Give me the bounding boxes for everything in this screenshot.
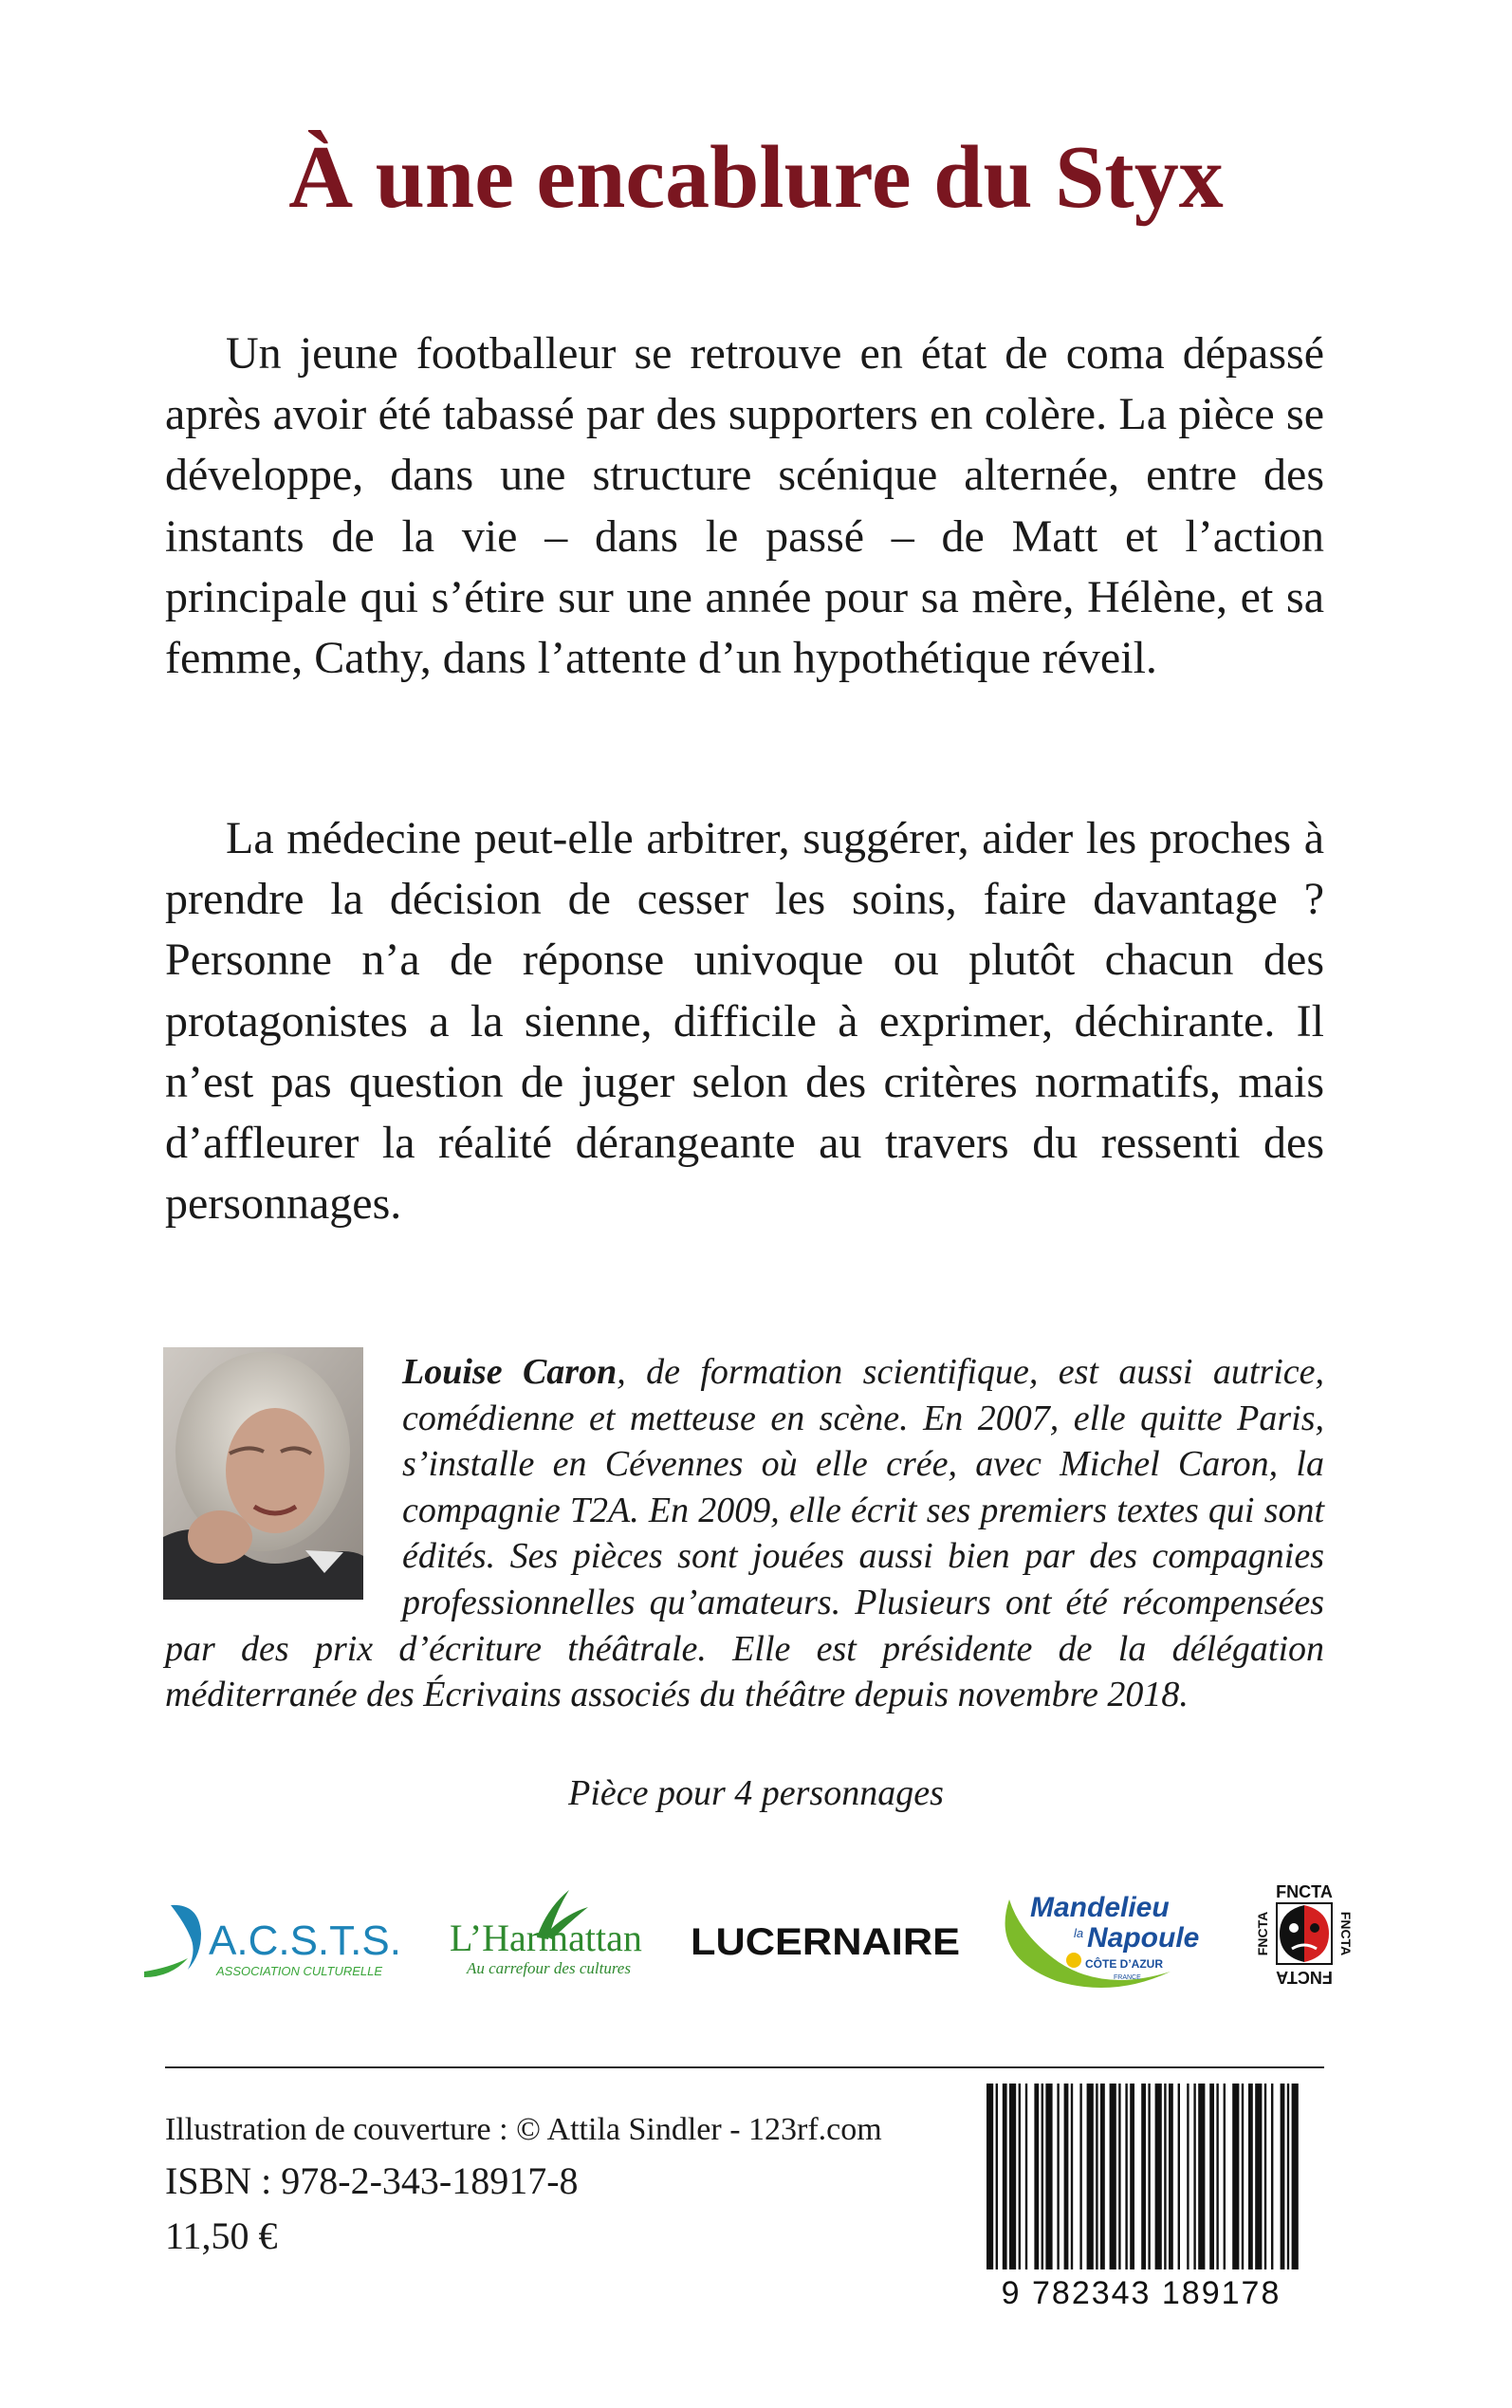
author-name: Louise Caron: [402, 1352, 618, 1392]
lucernaire-name: LUCERNAIRE: [691, 1921, 960, 1963]
harmattan-logo: [446, 1882, 651, 1987]
partner-logos: [0, 1879, 1512, 2011]
harmattan-name: L’Harmattan: [450, 1917, 642, 1959]
isbn: ISBN : 978-2-343-18917-8: [165, 2159, 579, 2202]
mandelieu-logo: [992, 1879, 1210, 2002]
price: 11,50 €: [165, 2214, 278, 2257]
acsts-logo: [140, 1892, 415, 1987]
lucernaire-logo: [687, 1905, 964, 1972]
mandelieu-la: la: [1074, 1926, 1084, 1940]
mandelieu-sun-icon: [1066, 1953, 1081, 1968]
synopsis-paragraph-2: La médecine peut-elle arbitrer, suggérer, aider les proches à prendre la décision de cesser les soins, faire davantage ? Personne n’a de réponse univoque ou plutôt chacun des protagonistes a la sienne, difficile à exprimer, déchirante. Il n’est pas question de juger selon des critères normatifs, mais d’affleurer la réalité dérangeante au travers du ressenti des personnages.: [165, 813, 1324, 1230]
author-bio: [165, 1349, 1324, 1718]
mandelieu-line1: Mandelieu: [1030, 1892, 1170, 1923]
fncta-logo: [1254, 1880, 1355, 1987]
acsts-leaf-icon: [144, 1958, 188, 1977]
footer-divider: [165, 2066, 1324, 2068]
acsts-subtitle: ASSOCIATION CULTURELLE: [216, 1964, 383, 1978]
fncta-name-bottom: FNCTA: [1276, 1968, 1333, 1987]
book-title: À une encablure du Styx: [288, 128, 1224, 227]
cover-credit: Illustration de couverture : © Attila Sindler - 123rf.com: [165, 2112, 882, 2147]
cast-note: Pièce pour 4 personnages: [568, 1773, 944, 1813]
author-bio-text: , de formation scientifique, est aussi autrice, comédienne et metteuse en scène. En 2007, elle quitte Paris, s’installe en Cévennes où elle crée, avec Michel Caron, la compagnie T2A. En 2009, elle écrit ses premiers textes qui sont édités. Ses pièces sont jouées aussi bien par des compagnies professionnelles qu’amateurs. Plusieurs ont été récompensées par des prix d’écriture théâtrale. Elle est présidente de la délégation méditerranée des Écrivains associés du théâtre depuis novembre 2018.: [165, 1352, 1324, 1715]
mandelieu-subtitle: CÔTE D’AZUR: [1085, 1957, 1163, 1971]
acsts-name: A.C.S.T.S.: [209, 1917, 401, 1964]
harmattan-subtitle: Au carrefour des cultures: [467, 1959, 631, 1977]
mandelieu-line2: Napoule: [1087, 1922, 1200, 1954]
fncta-name-left: FNCTA: [1255, 1911, 1270, 1956]
fncta-name-right: FNCTA: [1338, 1911, 1354, 1956]
synopsis-paragraph-1: Un jeune footballeur se retrouve en état de coma dépassé après avoir été tabassé par des supporters en colère. La pièce se développe, dans une structure scénique alternée, entre des instants de la vie – dans le passé – de Matt et l’action principale qui s’étire sur une année pour sa mère, Hélène, et sa femme, Cathy, dans l’attente d’un hypothétique réveil.: [165, 328, 1324, 684]
fncta-name-top: FNCTA: [1276, 1882, 1333, 1901]
mandelieu-subtitle-2: FRANCE: [1114, 1974, 1141, 1981]
barcode: [960, 2078, 1322, 2319]
barcode-digits: 9 782343 189178: [1001, 2275, 1282, 2311]
